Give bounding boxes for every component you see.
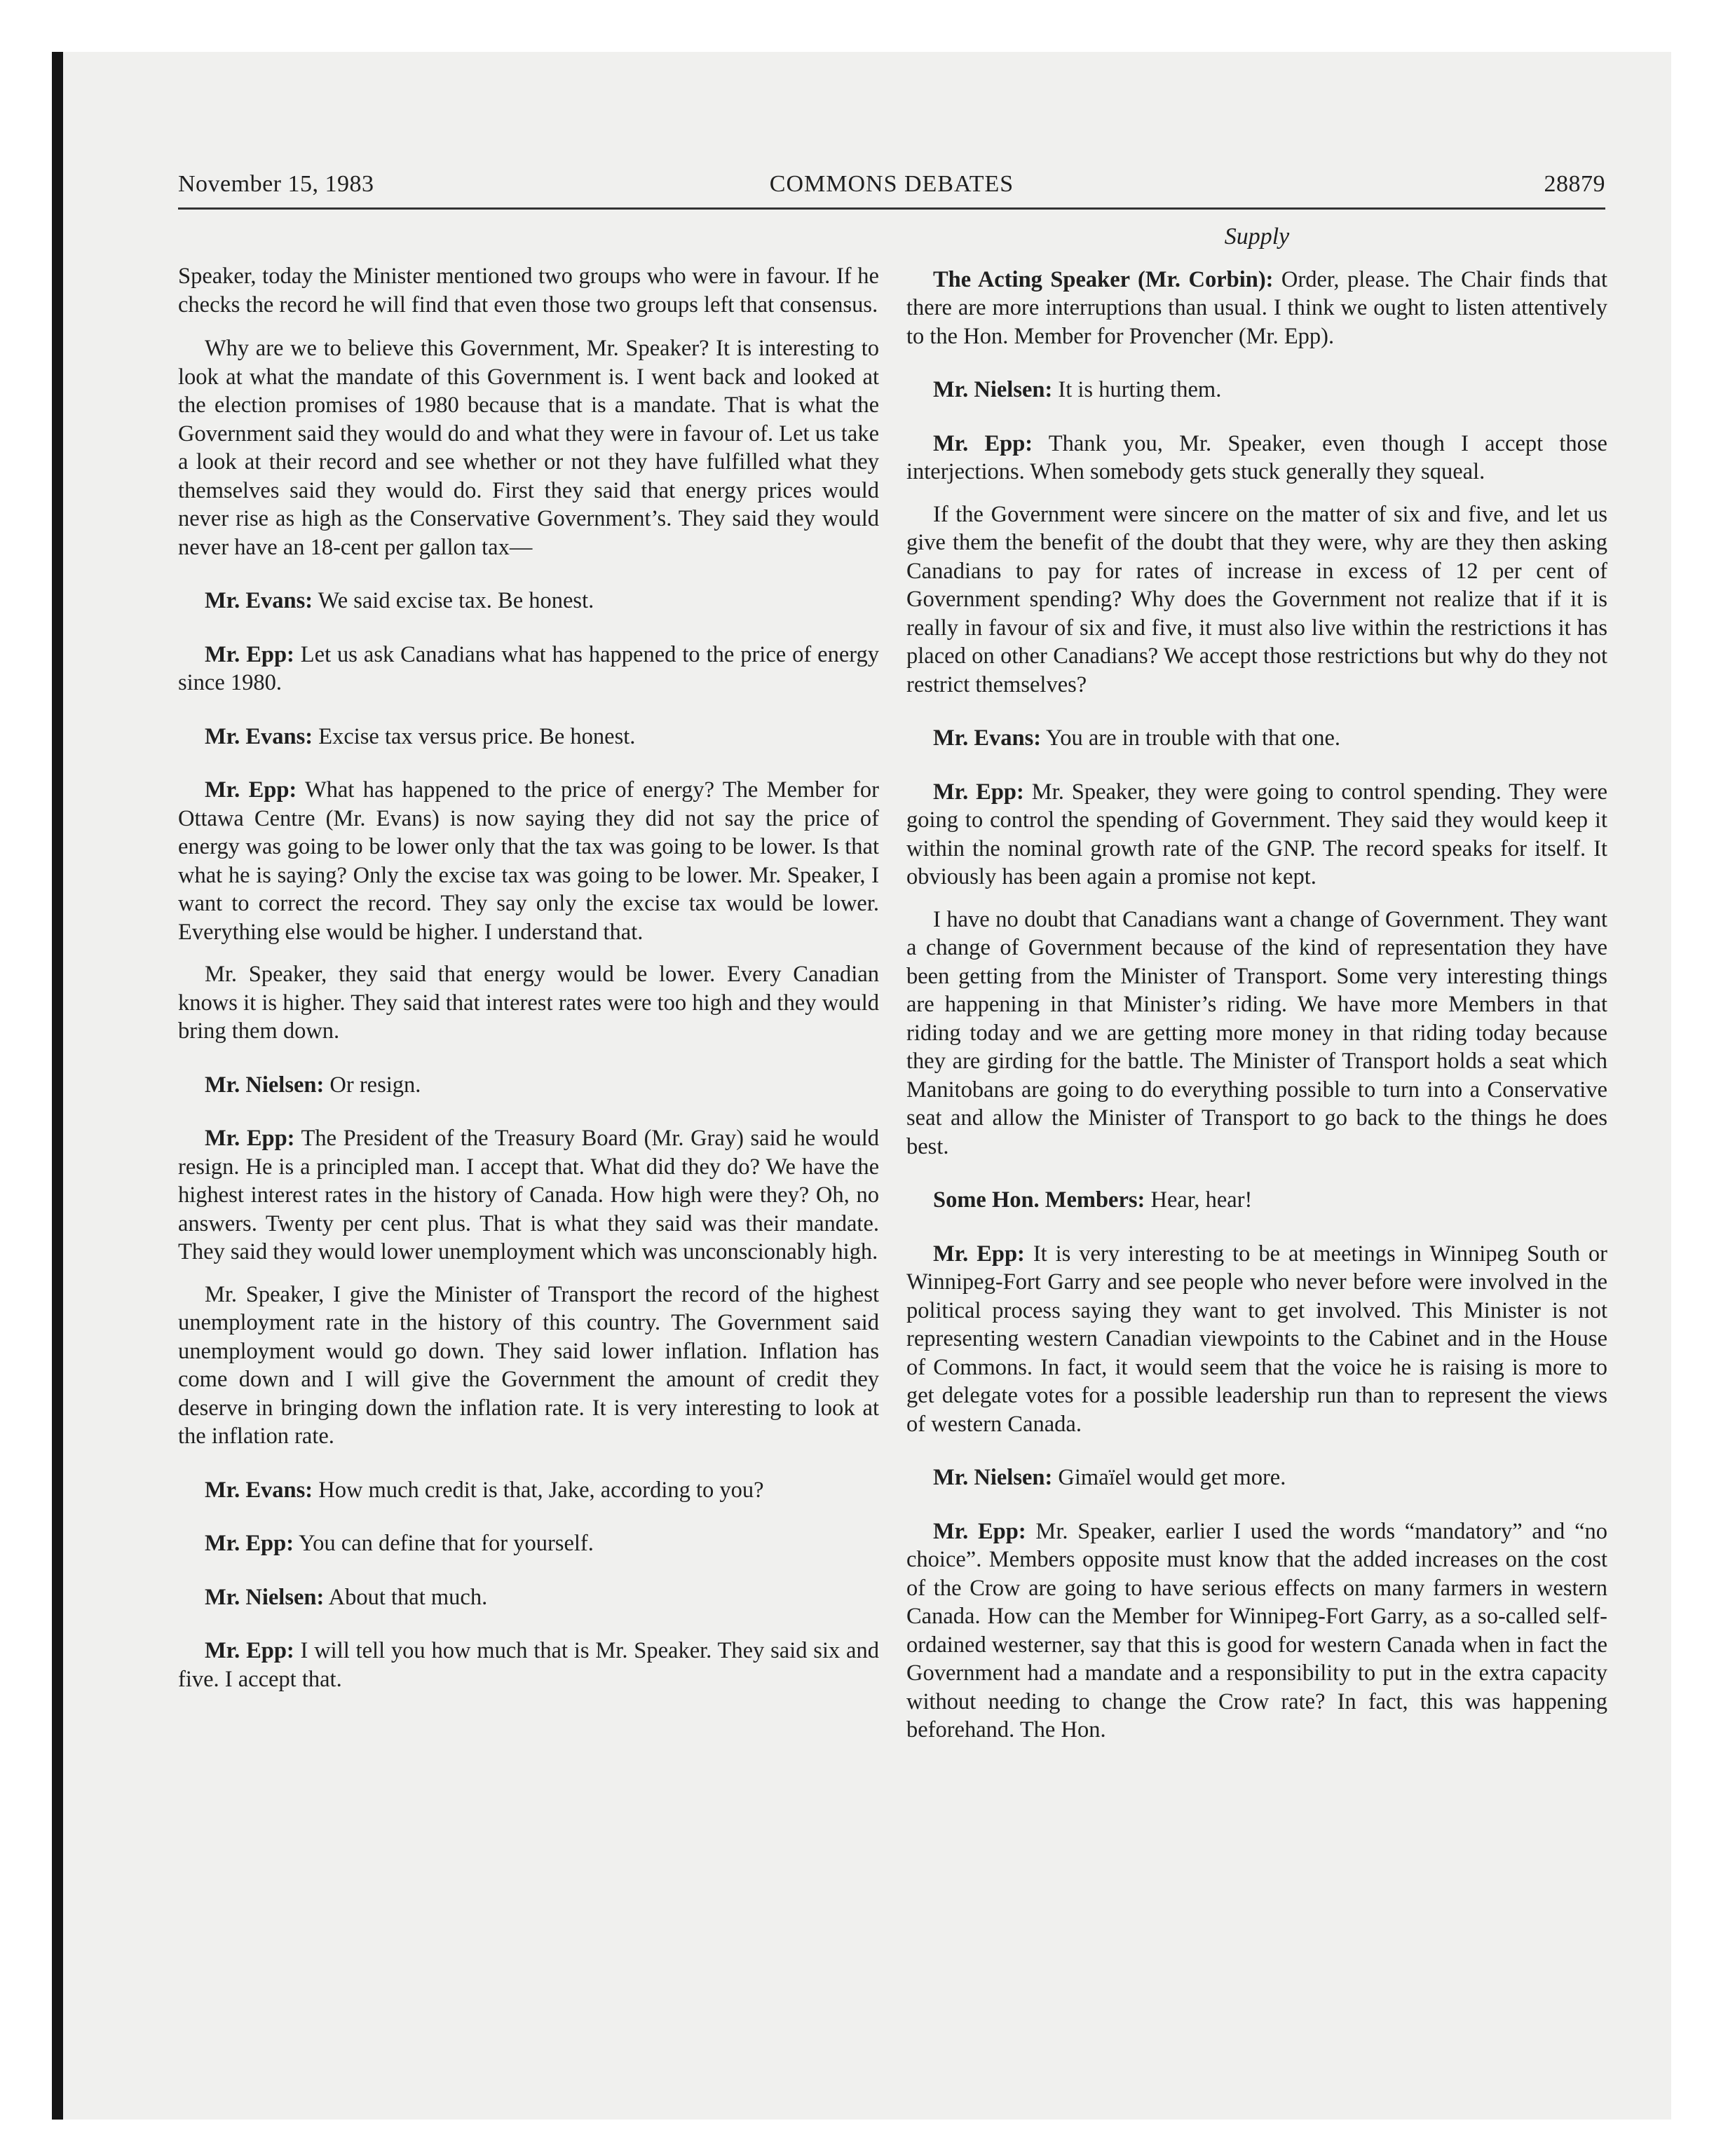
right-column (906, 223, 1607, 1759)
speech-text: Or resign. (329, 1072, 421, 1098)
speech-text: Mr. Speaker, they were going to control spending. They were going to control the spending of Government. They said they would keep it within the nominal growth rate of the GNP. The record speaks for itself. It obviously has been again a promise not kept. (906, 779, 1607, 889)
paragraph-text: Speaker, today the Minister mentioned two groups who were in favour. If he checks the record he will find that even those two groups left that consensus. (178, 264, 879, 318)
paragraph (178, 334, 879, 561)
speech-text: Excise tax versus price. Be honest. (318, 723, 636, 749)
speech-text: You are in trouble with that one. (1046, 725, 1341, 751)
speech-paragraph (906, 1464, 1607, 1492)
speech-paragraph (906, 1186, 1607, 1215)
paragraph-text: Mr. Speaker, I give the Minister of Transport the record of the highest unemployment rate in the history of this country. The Government said unemployment would go down. They said lower inflation. Inflation has come down and I will give the Government the amount of credit they deserve in bringing down the inflation rate. It is very interesting to look at the inflation rate. (178, 1281, 879, 1449)
speech-paragraph (906, 430, 1607, 486)
speaker-name: Mr. Evans: (205, 588, 313, 613)
speaker-name: The Acting Speaker (Mr. Corbin): (933, 266, 1274, 292)
speech-text: How much credit is that, Jake, according to you? (318, 1477, 764, 1503)
speech-paragraph (906, 1240, 1607, 1439)
speaker-name: Mr. Epp: (205, 1638, 294, 1663)
speech-paragraph (178, 587, 879, 615)
speech-text: Let us ask Canadians what has happened to the price of energy since 1980. (178, 641, 879, 695)
speech-paragraph (178, 723, 879, 751)
speech-paragraph (178, 1529, 879, 1558)
speech-text: Order, please. The Chair finds that there are more interruptions than usual. I think we ought to listen attentively to the Hon. Member for Provencher (Mr. Epp). (906, 266, 1608, 349)
speaker-name: Mr. Epp: (205, 1531, 294, 1556)
speaker-name: Mr. Epp: (933, 1518, 1026, 1544)
issue-date: November 15, 1983 (178, 171, 374, 197)
speech-paragraph (178, 1124, 879, 1267)
speech-text: It is very interesting to be at meetings in Winnipeg South or Winnipeg-Fort Garry and see people who never before were involved in the political process saying they want to get involved. This Minister is not representing western Canadian viewpoints to the Cabinet and in the House of Commons. In fact, it would seem that the voice he is raising is more to get delegate votes for a possible leadership run than to represent the views of western Canada. (906, 1241, 1607, 1437)
speech-paragraph (178, 1071, 879, 1100)
speaker-name: Mr. Nielsen: (933, 377, 1053, 402)
speech-text: Hear, hear! (1150, 1187, 1253, 1213)
speaker-name: Mr. Epp: (205, 777, 297, 803)
speech-text: You can define that for yourself. (298, 1531, 594, 1556)
page-number: 28879 (1544, 171, 1605, 197)
speaker-name: Mr. Evans: (933, 725, 1042, 751)
paragraph (178, 960, 879, 1046)
speaker-name: Some Hon. Members: (933, 1187, 1145, 1213)
speech-text: I will tell you how much that is Mr. Speaker. They said six and five. I accept that. (178, 1638, 879, 1692)
speech-text: It is hurting them. (1058, 377, 1222, 402)
speaker-name: Mr. Epp: (933, 779, 1024, 805)
speech-text: What has happened to the price of energy? The Member for Ottawa Centre (Mr. Evans) is now saying they did not say the price of energy was going to be lower only that the tax was going to be lower. Is that what he is saying? Only the excise tax was going to be lower. Mr. Speaker, I want to correct the record. They say only the excise tax would be lower. Everything else would be higher. I understand that. (178, 777, 879, 945)
left-column (178, 262, 879, 1719)
section-title: Supply (1224, 224, 1290, 250)
paragraph-text: Why are we to believe this Government, Mr. Speaker? It is interesting to look at what the mandate of this Government is. I went back and looked at the election promises of 1980 because that is a mandate. That is what the Government said they would do and what they were in favour of. Let us take a look at their record and see whether or not they have fulfilled what they themselves said they would do. First they said that energy prices would never rise as high as the Conservative Government’s. They said they would never have an 18-cent per gallon tax— (178, 336, 879, 560)
speech-text: Thank you, Mr. Speaker, even though I accept those interjections. When somebody gets stuck generally they squeal. (906, 430, 1607, 484)
paragraph-text: I have no doubt that Canadians want a change of Government. They want a change of Government because of the kind of representation they have been getting from the Minister of Transport. Some very interesting things are happening in that Minister’s riding. We have more Members in that riding today and we are getting more money in that riding today because they are girding for the battle. The Minister of Transport holds a seat which Manitobans are going to do everything possible to turn into a Conservative seat and allow the Minister of Transport to go back to the things he does best. (906, 906, 1607, 1159)
speaker-name: Mr. Evans: (205, 723, 313, 749)
speaker-name: Mr. Evans: (205, 1477, 313, 1503)
speech-paragraph (906, 266, 1607, 351)
speech-paragraph (178, 1637, 879, 1693)
speech-paragraph (178, 641, 879, 697)
speech-text: Gimaïel would get more. (1058, 1465, 1286, 1490)
paragraph (906, 906, 1607, 1161)
speech-paragraph (906, 778, 1607, 892)
paragraph-text: Mr. Speaker, they said that energy would be lower. Every Canadian knows it is higher. They said that interest rates were too high and they would bring them down. (178, 962, 879, 1044)
publication-title: COMMONS DEBATES (769, 171, 1014, 197)
scan-edge-shadow (52, 52, 63, 2120)
speech-paragraph (178, 1583, 879, 1612)
speech-paragraph (178, 1476, 879, 1505)
running-header (178, 171, 1605, 210)
speaker-name: Mr. Epp: (933, 1241, 1025, 1267)
speaker-name: Mr. Nielsen: (205, 1072, 325, 1098)
speaker-name: Mr. Nielsen: (933, 1465, 1053, 1490)
speaker-name: Mr. Epp: (933, 430, 1033, 456)
speech-paragraph (906, 724, 1607, 753)
speech-text: Mr. Speaker, earlier I used the words “mandatory” and “no choice”. Members opposite must know that the added increases on the cost of the Crow are going to have serious effects on many farmers in western Canada. How can the Member for Winnipeg-Fort Garry, as a so-called self-ordained westerner, say that this is good for western Canada when in fact the Government had a mandate and a responsibility to put in the extra capacity without needing to change the Crow rate? In fact, this was happening beforehand. The Hon. (906, 1518, 1607, 1742)
paragraph (178, 262, 879, 319)
speech-paragraph (178, 776, 879, 946)
speech-paragraph (906, 376, 1607, 404)
speech-text: We said excise tax. Be honest. (318, 588, 594, 613)
speech-text: About that much. (328, 1584, 488, 1610)
speaker-name: Mr. Nielsen: (205, 1584, 325, 1610)
paragraph-text: If the Government were sincere on the matter of six and five, and let us give them the benefit of the doubt that they were, why are they then asking Canadians to pay for rates of increase in excess of 12 per cent of Government spending? Why does the Government not realize that if it is really in favour of six and five, it must also live within the restrictions it has placed on other Canadians? We accept those restrictions but why do they not restrict themselves? (906, 501, 1607, 697)
speech-text: The President of the Treasury Board (Mr. Gray) said he would resign. He is a principled man. I accept that. What did they do? We have the highest interest rates in the history of Canada. How high were they? Oh, no answers. Twenty per cent plus. That is what they said was their mandate. They said they would lower unemployment which was unconscionably high. (178, 1126, 879, 1264)
speaker-name: Mr. Epp: (205, 1126, 295, 1151)
speech-paragraph (906, 1517, 1607, 1745)
paragraph (178, 1281, 879, 1451)
paragraph (906, 500, 1607, 700)
speaker-name: Mr. Epp: (205, 641, 294, 667)
